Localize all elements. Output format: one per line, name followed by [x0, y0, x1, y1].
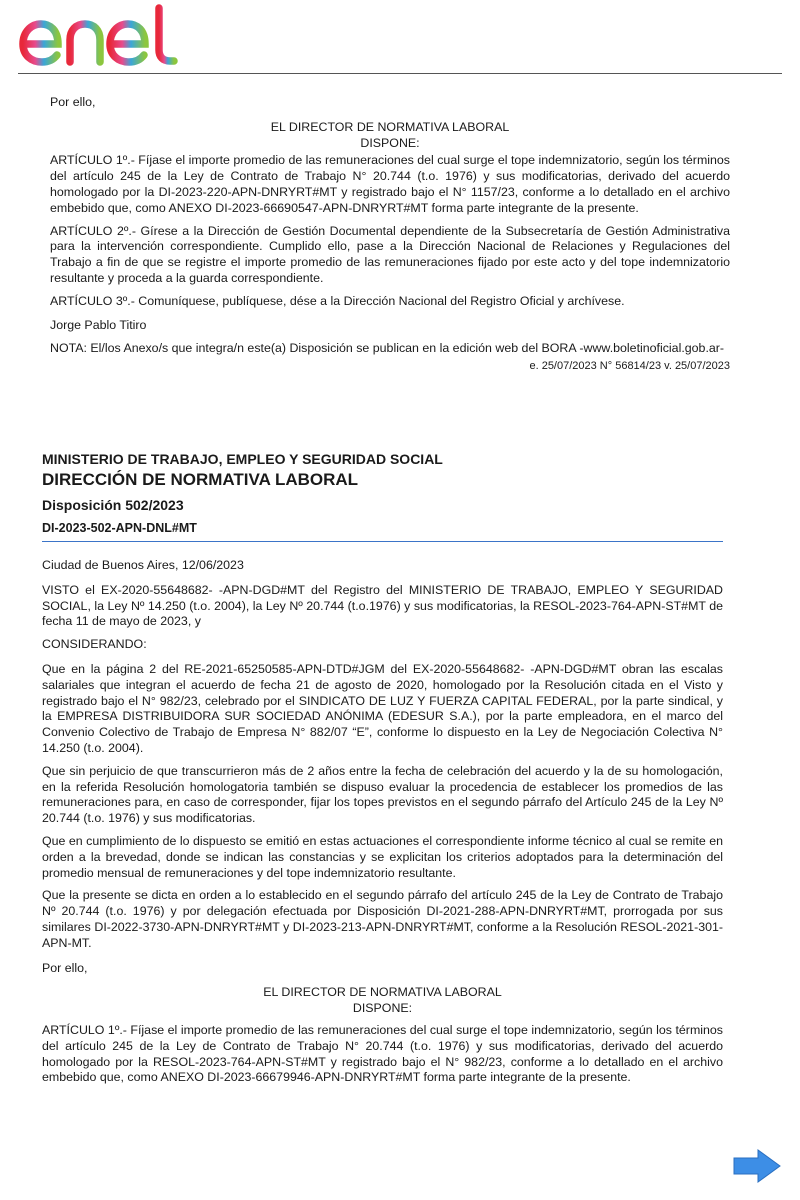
arrow-right-icon[interactable] — [732, 1148, 782, 1189]
dispone-label: DISPONE: — [360, 135, 420, 150]
visto-paragraph: VISTO el EX-2020-55648682- -APN-DGD#MT del Registro del MINISTERIO DE TRABAJO, EMPLEO Y SEGURIDAD SOCIAL, la Ley Nº 14.250 (t.o. 2004), la Ley Nº 20.744 (t.o.1976) y sus modificatorias, la RESOL-2023-764-APN-ST#MT de fecha 11 de mayo de 2023, y — [42, 582, 723, 629]
article-2: ARTÍCULO 2º.- Gírese a la Dirección de Gestión Documental dependiente de la Subsecretaría de Gestión Administrativa para la intervención correspondiente. Cumplido ello, pase a la Dirección Nacional de Relaciones y Regulaciones del Trabajo a fin de que se registre el importe promedio de las remuneraciones fijado por este acto y del tope indemnizatorio resultante y proceda a la guarda correspondiente. — [50, 223, 730, 285]
ministry-title: MINISTERIO DE TRABAJO, EMPLEO Y SEGURIDAD SOCIAL — [42, 451, 443, 467]
header-divider — [18, 73, 782, 74]
enel-logo — [18, 4, 188, 71]
disposition-header — [42, 450, 723, 536]
por-ello: Por ello, — [50, 95, 96, 109]
dispone-label: DISPONE: — [352, 1001, 413, 1016]
place-date: Ciudad de Buenos Aires, 12/06/2023 — [42, 558, 244, 572]
publication-info: e. 25/07/2023 N° 56814/23 v. 25/07/2023 — [529, 360, 730, 373]
article-1: ARTÍCULO 1º.- Fíjase el importe promedio de las remuneraciones del cual surge el tope indemnizatorio, según los términos del artículo 245 de la Ley de Contrato de Trabajo N° 20.744 (t.o. 1976) y sus modificatorias, derivado del acuerdo homologado por la DI-2023-220-APN-DNRYRT#MT y registrado bajo el N° 1157/23, conforme a lo detallado en el archivo embebido que, como ANEXO DI-2023-66690547-APN-DNRYRT#MT forma parte integrante de la presente. — [50, 153, 730, 215]
disposition-number: Disposición 502/2023 — [42, 497, 184, 513]
considerando-paragraph-1: Que en la página 2 del RE-2021-65250585-APN-DTD#JGM del EX-2020-55648682- -APN-DGD#MT obran las escalas salariales que integran el acuerdo de fecha 21 de agosto de 2020, homologado por la Resolución citada en el Visto y registrado bajo el N° 982/23, celebrado por el SINDICATO DE LUZ Y FUERZA CAPITAL FEDERAL, por la parte sindical, y la EMPRESA DISTRIBUIDORA SUR SOCIEDAD ANÓNIMA (EDESUR S.A.), por la parte empleadora, en el marco del Convenio Colectivo de Trabajo de Empresa N° 882/07 “E”, conforme lo dispuesto en la Ley de Negociación Colectiva N° 14.250 (t.o. 2004). — [42, 661, 723, 755]
previous-disposition — [50, 95, 730, 382]
direction-title: DIRECCIÓN DE NORMATIVA LABORAL — [42, 470, 359, 489]
article-3: ARTÍCULO 3º.- Comuníquese, publíquese, dése a la Dirección Nacional del Registro Oficial y archívese. — [50, 293, 625, 308]
director-title: EL DIRECTOR DE NORMATIVA LABORAL — [263, 985, 502, 1000]
article-1: ARTÍCULO 1º.- Fíjase el importe promedio de las remuneraciones del cual surge el tope indemnizatorio, según los términos del artículo 245 de la Ley de Contrato de Trabajo N° 20.744 (t.o. 1976) y sus modificatorias, derivado del acuerdo homologado por la RESOL-2023-764-APN-ST#MT y registrado bajo el N° 982/23, conforme a lo detallado en el archivo embebido que, como ANEXO DI-2023-66679946-APN-DNRYRT#MT forma parte integrante de la presente. — [42, 1022, 723, 1085]
por-ello: Por ello, — [42, 960, 88, 975]
section-divider — [42, 541, 723, 542]
considerando-paragraph-4: Que la presente se dicta en orden a lo establecido en el segundo párrafo del artículo 245 de la Ley de Contrato de Trabajo Nº 20.744 (t.o. 1976) y por delegación efectuada por Disposición DI-2021-288-APN-DNRYRT#MT, prorrogada por sus similares DI-2022-3730-APN-DNRYRT#MT y DI-2023-213-APN-DNRYRT#MT, conforme a la Resolución RESOL-2021-301-APN-MT. — [42, 888, 723, 950]
disposition-code: DI-2023-502-APN-DNL#MT — [42, 521, 197, 535]
considerando-label: CONSIDERANDO: — [42, 637, 147, 652]
signer-name: Jorge Pablo Titiro — [50, 317, 147, 332]
disposition-body — [42, 558, 723, 1093]
director-title: EL DIRECTOR DE NORMATIVA LABORAL — [270, 119, 510, 134]
considerando-paragraph-3: Que en cumplimiento de lo dispuesto se emitió en estas actuaciones el correspondiente informe técnico al cual se remite en orden a la brevedad, donde se indican las constancias y se explicitan los criterios adoptados para la determinación del promedio mensual de remuneraciones y del tope indemnizatorio resultante. — [42, 833, 723, 880]
nota: NOTA: El/los Anexo/s que integra/n este(a) Disposición se publican en la edición web del BORA -www.boletinoficial.gob.ar- — [50, 341, 725, 356]
considerando-paragraph-2: Que sin perjuicio de que transcurrieron más de 2 años entre la fecha de celebración del acuerdo y la de su homologación, en la referida Resolución homologatoria también se dispuso evaluar la procedencia de establecer los promedios de las remuneraciones para, en caso de corresponder, fijar los topes previstos en el segundo párrafo del Artículo 245 de la Ley Nº 20.744 (t.o. 1976) y sus modificatorias. — [42, 763, 723, 826]
